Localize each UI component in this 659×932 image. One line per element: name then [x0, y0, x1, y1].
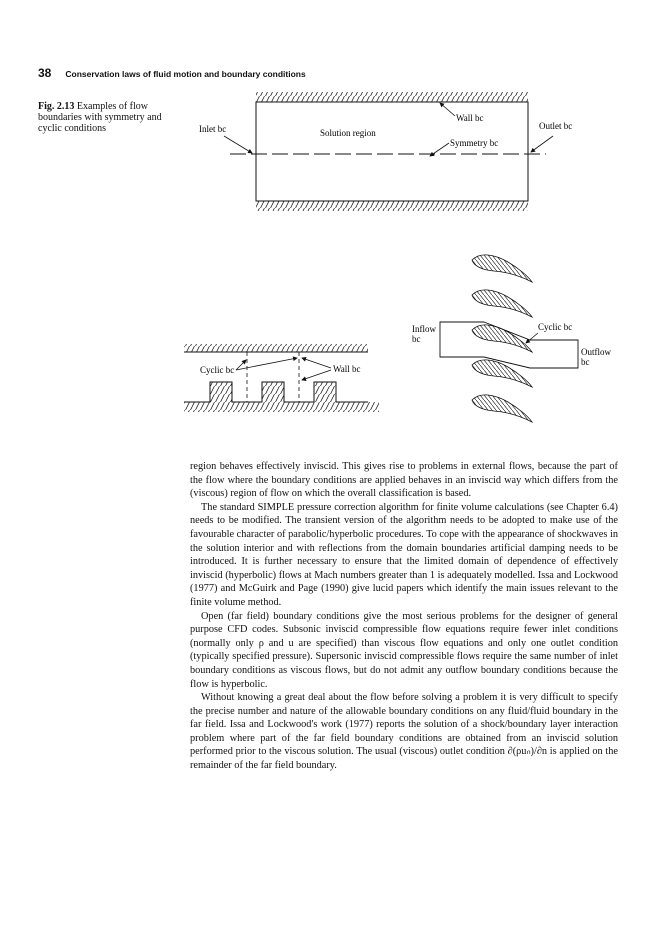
- running-title: Conservation laws of fluid motion and boundary conditions: [65, 69, 306, 79]
- page-number: 38: [38, 66, 52, 80]
- top-wall-hatch: [256, 92, 528, 102]
- figure-caption-text: Examples of flow boundaries with symmetry and cyclic conditions: [38, 101, 162, 134]
- paragraph-2: The standard SIMPLE pressure correction algorithm for finite volume calculations (see Chapter 6.4) needs to be modified. The transient version of the algorithm needs to be adopted to make use of the favourable character of parabolic/hyperbolic procedures. To cope with the appearance of shockwaves in the solution interior and with reflections from the domain boundaries artificial damping needs to be introduced. It is further necessary to ensure that the limited domain of dependence of effectively inviscid (hyperbolic) flows at Mach numbers greater than 1 is adequately modelled. Issa and Lockwood (1977) and McGuirk and Page (1990) give lucid papers which identify the main issues relevant to the finite volume method.: [190, 501, 618, 608]
- paragraph-4: Without knowing a great deal about the flow before solving a problem it is very difficult to specify the precise number and nature of the allowable boundary conditions on any fluid/fluid boundary in the far field. Issa and Lockwood's work (1977) reports the solution of a shock/boundary layer interaction problem where part of the far field boundary conditions are obtained from an inviscid solution performed prior to the viscous solution. The usual (viscous) outlet condition ∂(ρuₙ)/∂n is applied on the remainder of the far field boundary.: [190, 692, 618, 772]
- wall-arrow-lower-a: [302, 358, 331, 368]
- paragraph-1: region behaves effectively inviscid. This gives rise to problems in external flows, because the part of the flow where the boundary conditions are applied behaves in an inviscid way which differs from the (viscous) region of flow on which the overall classification is based.: [190, 461, 618, 500]
- paragraph-3: Open (far field) boundary conditions give the most serious problems for the designer of general purpose CFD codes. Subsonic inviscid compressible flow equations require fewer inlet conditions (normally only ρ and u are specified) than viscous flow equations and only one outlet condition (typically specified pressure). Supersonic inviscid compressible flows require the same number of inlet boundary conditions as viscous flows, but do not admit any outflow boundary conditions because the flow is hyperbolic.: [190, 610, 618, 690]
- wall-arrow-lower-b: [302, 370, 331, 380]
- outlet-arrow: [531, 136, 553, 152]
- blade-2: [472, 290, 532, 317]
- wall-arrow: [440, 103, 455, 116]
- inflow-label-1: Inflow: [412, 324, 436, 334]
- inlet-arrow: [224, 136, 252, 153]
- channel-region: [256, 102, 528, 201]
- wall-label: Wall bc: [456, 113, 484, 123]
- bottom-wall-hatch: [256, 201, 528, 211]
- blade-5: [472, 395, 532, 422]
- outlet-label: Outlet bc: [539, 121, 573, 131]
- solution-region-label: Solution region: [320, 128, 376, 138]
- outflow-label-2: bc: [581, 357, 590, 367]
- blade-4: [472, 360, 532, 387]
- figure-label: Fig. 2.13: [38, 101, 75, 112]
- upper-wall-hatch: [184, 344, 368, 352]
- cyclic-label: Cyclic bc: [200, 365, 235, 375]
- body-text: [190, 460, 618, 773]
- cyclic-arrow-blades: [526, 333, 538, 343]
- outflow-label-1: Outflow: [581, 347, 611, 357]
- cyclic-arrow-b: [236, 358, 297, 370]
- symmetry-label: Symmetry bc: [450, 138, 499, 148]
- wall-label-lower: Wall bc: [333, 364, 361, 374]
- cyclic-channel-diagram: [0, 330, 380, 430]
- inflow-label-2: bc: [412, 334, 421, 344]
- channel-diagram: [0, 0, 659, 240]
- cyclic-label-blades: Cyclic bc: [538, 322, 573, 332]
- ribbed-lower-wall: [184, 382, 379, 412]
- blade-cascade-diagram: [380, 250, 650, 450]
- blade-1: [472, 255, 532, 282]
- inlet-label: Inlet bc: [199, 124, 227, 134]
